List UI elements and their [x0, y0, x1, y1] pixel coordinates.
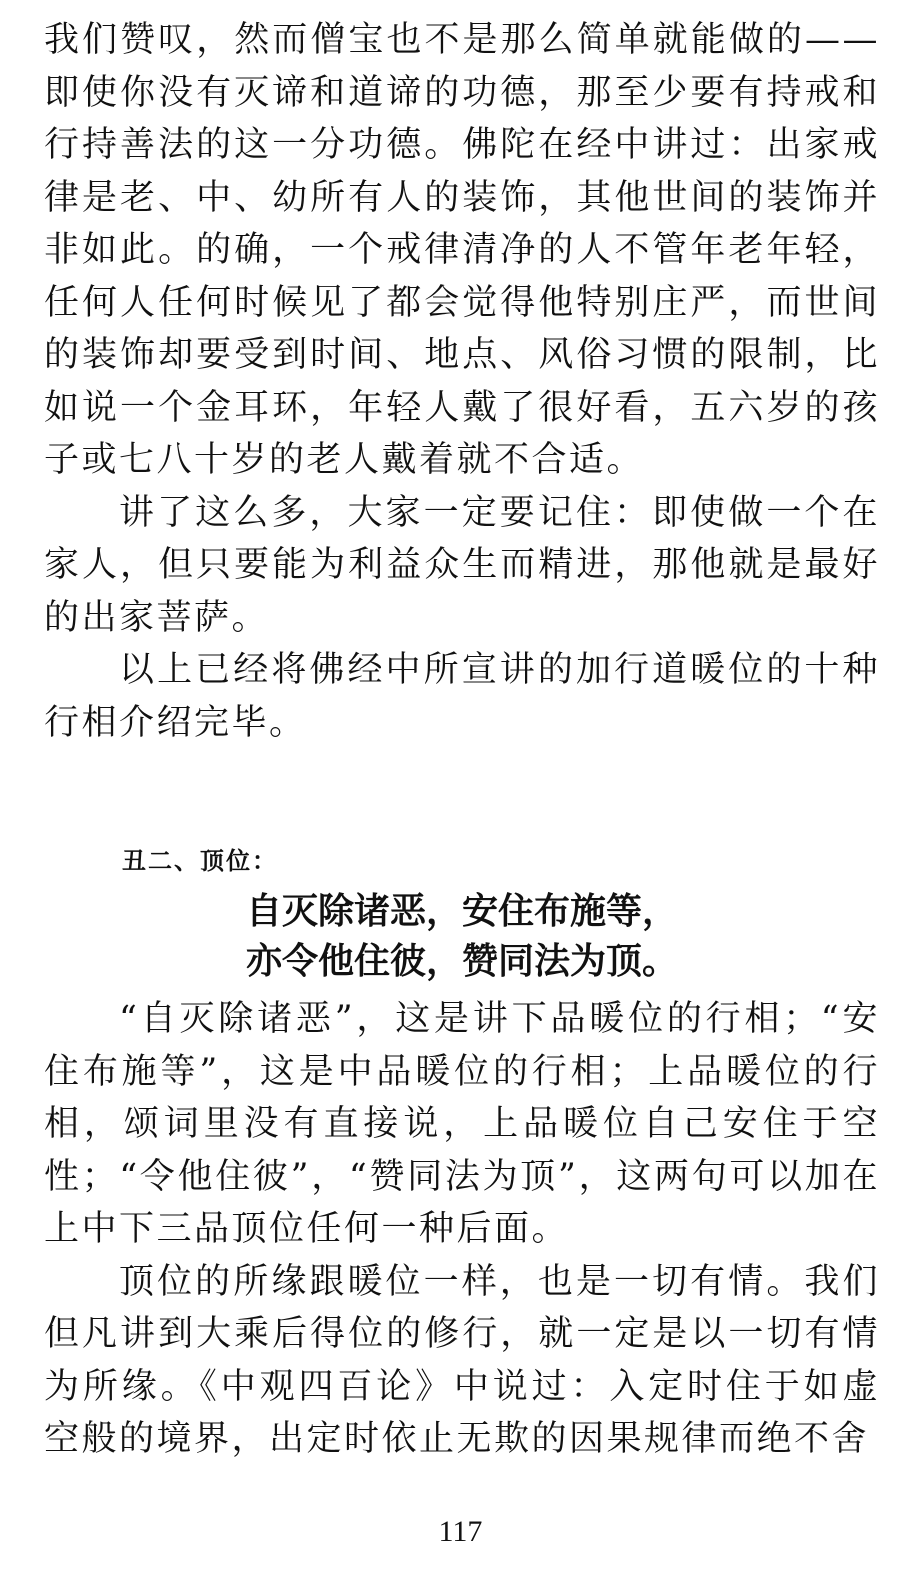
page-body — [44, 14, 880, 1466]
verse-block — [44, 887, 880, 987]
section-heading: 丑二、顶位： — [122, 847, 278, 875]
page-number: 117 — [438, 1515, 483, 1548]
paragraph-warmth-stage-summary: 以上已经将佛经中所宣讲的加行道暖位的十种行相介绍完毕。 — [44, 650, 880, 743]
paragraph-peak-stage-object: 顶位的所缘跟暖位一样，也是一切有情。我们但凡讲到大乘后得位的修行，就一定是以一切有情为所缘。《中观四百论》中说过：入定时住于如虚空般的境界，出定时依止无欺的因果规律而绝不舍 — [44, 1261, 880, 1459]
verse-line-1: 自灭除诸恶，安住布施等， — [245, 891, 678, 932]
verse-line-2: 亦令他住彼，赞同法为顶。 — [245, 941, 678, 982]
paragraph-verse-commentary: “自灭除诸恶”，这是讲下品暖位的行相；“安住布施等”，这是中品暖位的行相；上品暖位的行相，颂词里没有直接说，上品暖位自己安住于空性；“令他住彼”，“赞同法为顶”，这两句可以加在上中下三品顶位任何一种后面。 — [44, 999, 880, 1249]
paragraph-householder-bodhisattva: 讲了这么多，大家一定要记住：即使做一个在家人，但只要能为利益众生而精进，那他就是最好的出家菩萨。 — [44, 492, 880, 638]
paragraph-sangha-precepts: 我们赞叹，然而僧宝也不是那么简单就能做的——即使你没有灭谛和道谛的功德，那至少要有持戒和行持善法的这一分功德。佛陀在经中讲过：出家戒律是老、中、幼所有人的装饰，其他世间的装饰并非如此。的确，一个戒律清净的人不管年老年轻，任何人任何时候见了都会觉得他特别庄严，而世间的装饰却要受到时间、地点、风俗习惯的限制，比如说一个金耳环，年轻人戴了很好看，五六岁的孩子或七八十岁的老人戴着就不合适。 — [44, 20, 880, 480]
